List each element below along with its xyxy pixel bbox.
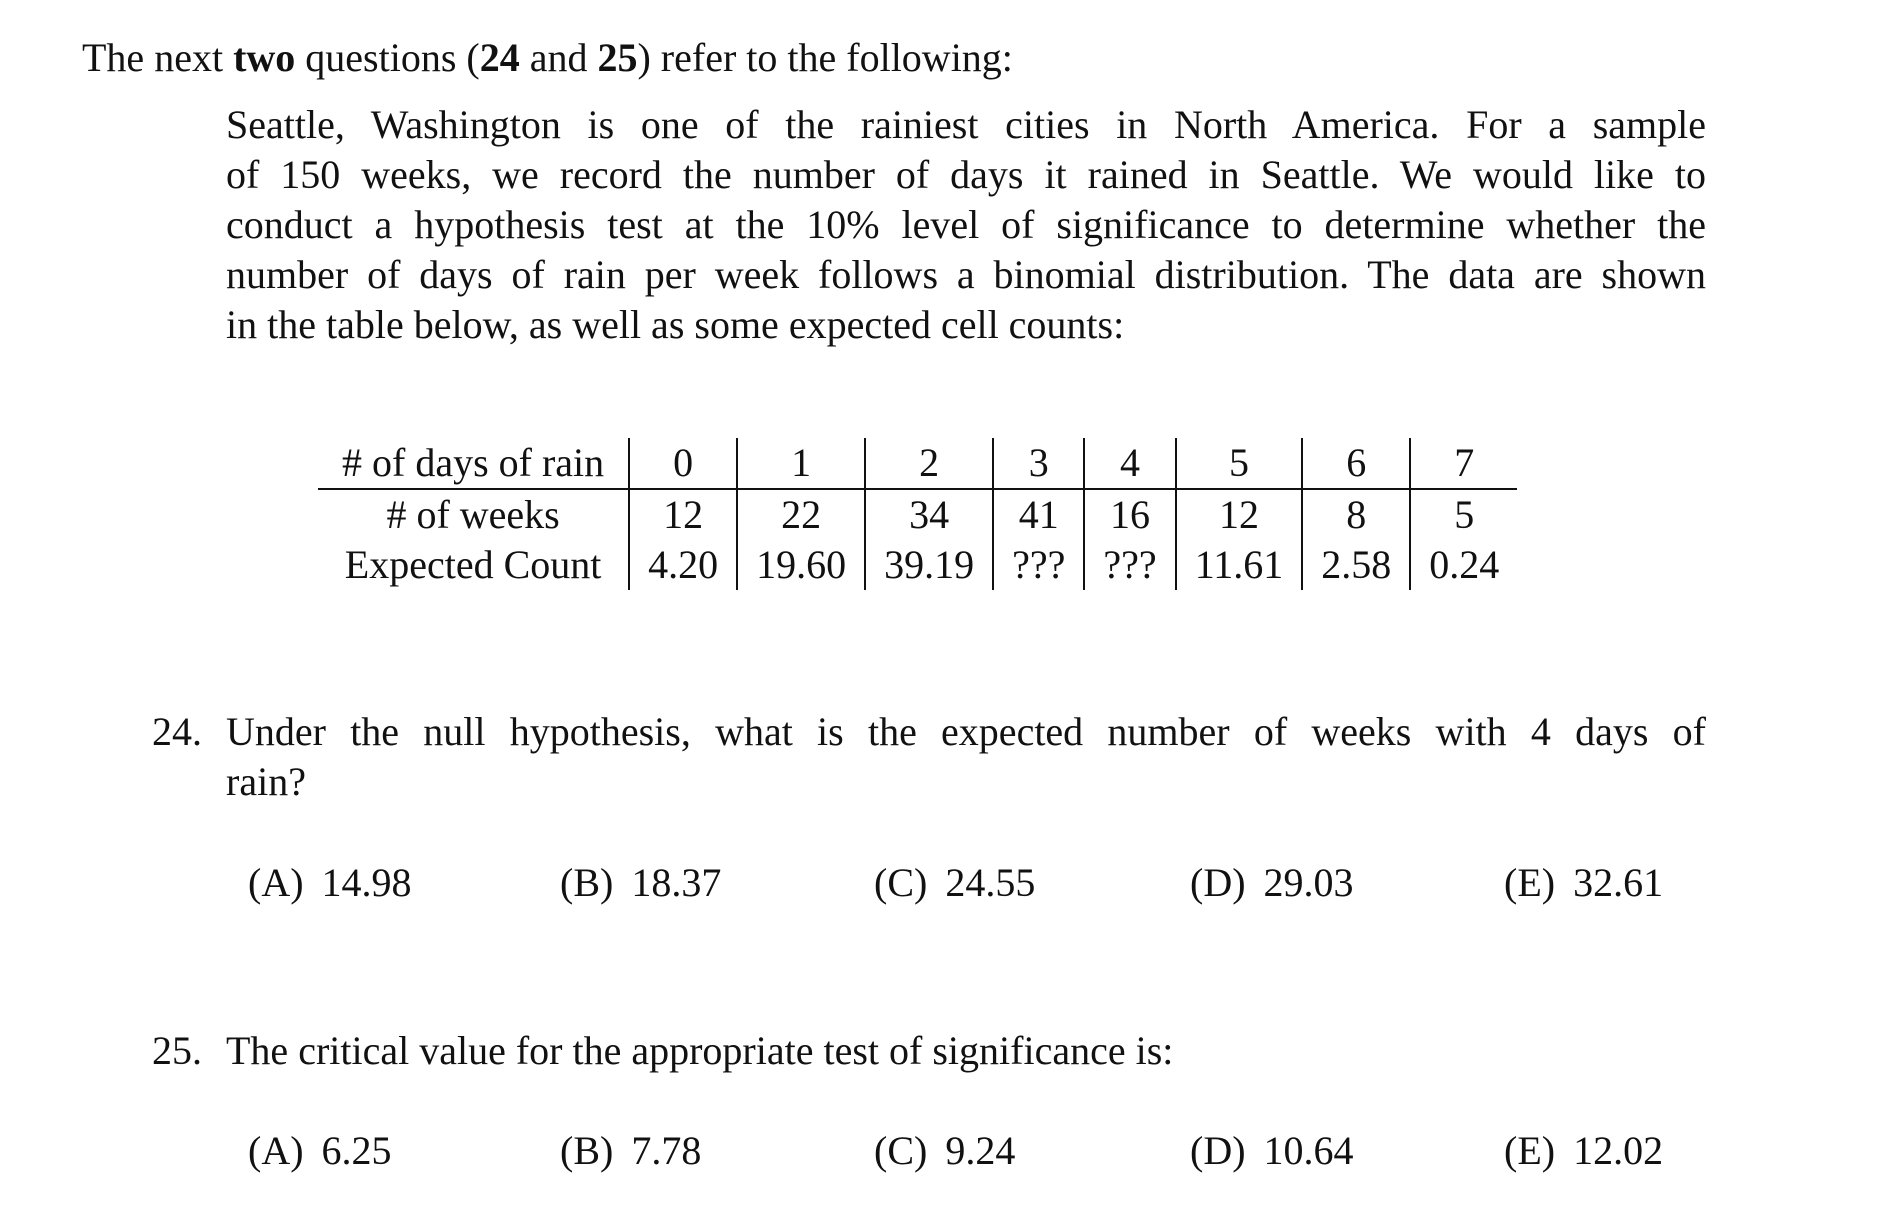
choice-value: 6.25	[321, 1128, 392, 1173]
table-cell: 4.20	[629, 540, 737, 590]
intro-bold-q24: 24	[479, 35, 520, 80]
intro-middle: questions (	[295, 35, 480, 80]
choice-letter: (D)	[1190, 860, 1246, 905]
choice-letter: (B)	[560, 1128, 614, 1173]
passage-line: Seattle, Washington is one of the rainiest cities in North America. For a sample	[226, 102, 1706, 147]
question-line: Under the null hypothesis, what is the expected number of weeks with 4 days of	[226, 709, 1706, 754]
choice-letter: (E)	[1504, 860, 1556, 905]
choice-value: 9.24	[945, 1128, 1016, 1173]
table-cell: 11.61	[1176, 540, 1303, 590]
table-cell: 16	[1084, 489, 1175, 540]
choice-letter: (C)	[874, 860, 928, 905]
table-cell: ???	[1084, 540, 1175, 590]
choice-c[interactable]	[874, 858, 1035, 908]
table-cell: 12	[629, 489, 737, 540]
choice-value: 7.78	[631, 1128, 702, 1173]
choice-letter: (A)	[248, 1128, 304, 1173]
choice-letter: (C)	[874, 1128, 928, 1173]
table-cell: 41	[993, 489, 1084, 540]
choice-letter: (B)	[560, 860, 614, 905]
choice-letter: (E)	[1504, 1128, 1556, 1173]
choice-value: 18.37	[631, 860, 722, 905]
choice-value: 29.03	[1263, 860, 1354, 905]
choice-d[interactable]	[1190, 858, 1354, 908]
choice-b[interactable]	[560, 858, 721, 908]
table-header-cell: 1	[737, 438, 865, 489]
choice-e[interactable]	[1504, 1126, 1663, 1176]
question-line: rain?	[226, 759, 306, 804]
question-number: 24.	[152, 709, 202, 754]
choice-e[interactable]	[1504, 858, 1663, 908]
table-cell: 12	[1176, 489, 1303, 540]
choice-value: 14.98	[321, 860, 412, 905]
choice-value: 24.55	[945, 860, 1036, 905]
choice-b[interactable]	[560, 1126, 701, 1176]
table-row-weeks	[318, 489, 1517, 540]
table-header-label: # of days of rain	[318, 438, 629, 489]
table-cell: 2.58	[1302, 540, 1410, 590]
question-number: 25.	[152, 1028, 202, 1073]
table-row-label: # of weeks	[386, 492, 560, 537]
intro-prefix: The next	[82, 35, 234, 80]
choice-d[interactable]	[1190, 1126, 1354, 1176]
choice-value: 12.02	[1573, 1128, 1664, 1173]
choice-value: 32.61	[1573, 860, 1664, 905]
table-header-cell: 4	[1084, 438, 1175, 489]
table-header-cell: 5	[1176, 438, 1303, 489]
problem-passage	[226, 100, 1706, 350]
table-row-expected	[318, 540, 1517, 590]
choice-letter: (A)	[248, 860, 304, 905]
table-header-cell: 6	[1302, 438, 1410, 489]
table-header-row	[318, 438, 1517, 489]
intro-suffix: ) refer to the following:	[637, 35, 1013, 80]
passage-line: number of days of rain per week follows a binomial distribution. The data are shown	[226, 252, 1706, 297]
intro-bold-two: two	[233, 35, 296, 80]
table-cell: 39.19	[865, 540, 993, 590]
table-cell: 22	[737, 489, 865, 540]
question-text	[226, 1026, 1706, 1076]
table-header-cell: 0	[629, 438, 737, 489]
passage-line: of 150 weeks, we record the number of days it rained in Seattle. We would like to	[226, 152, 1706, 197]
table-cell: 0.24	[1410, 540, 1517, 590]
intro-and: and	[519, 35, 598, 80]
passage-line: conduct a hypothesis test at the 10% level of significance to determine whether the	[226, 202, 1706, 247]
table-header-cell: 7	[1410, 438, 1517, 489]
intro-bold-q25: 25	[597, 35, 638, 80]
rain-data-table	[318, 438, 1517, 590]
question-line: The critical value for the appropriate test of significance is:	[226, 1028, 1174, 1073]
intro-line	[82, 34, 1013, 82]
choice-a[interactable]	[248, 1126, 392, 1176]
table-cell: 34	[865, 489, 993, 540]
table-header-cell: 2	[865, 438, 993, 489]
table-row-label: Expected Count	[344, 542, 602, 587]
table-cell: 19.60	[737, 540, 865, 590]
table-cell: 5	[1410, 489, 1517, 540]
choice-value: 10.64	[1263, 1128, 1354, 1173]
table-cell: ???	[993, 540, 1084, 590]
question-text	[226, 707, 1706, 807]
passage-line: in the table below, as well as some expected cell counts:	[226, 302, 1125, 347]
table-cell: 8	[1302, 489, 1410, 540]
choice-a[interactable]	[248, 858, 412, 908]
choice-letter: (D)	[1190, 1128, 1246, 1173]
choice-c[interactable]	[874, 1126, 1015, 1176]
table-header-cell: 3	[993, 438, 1084, 489]
